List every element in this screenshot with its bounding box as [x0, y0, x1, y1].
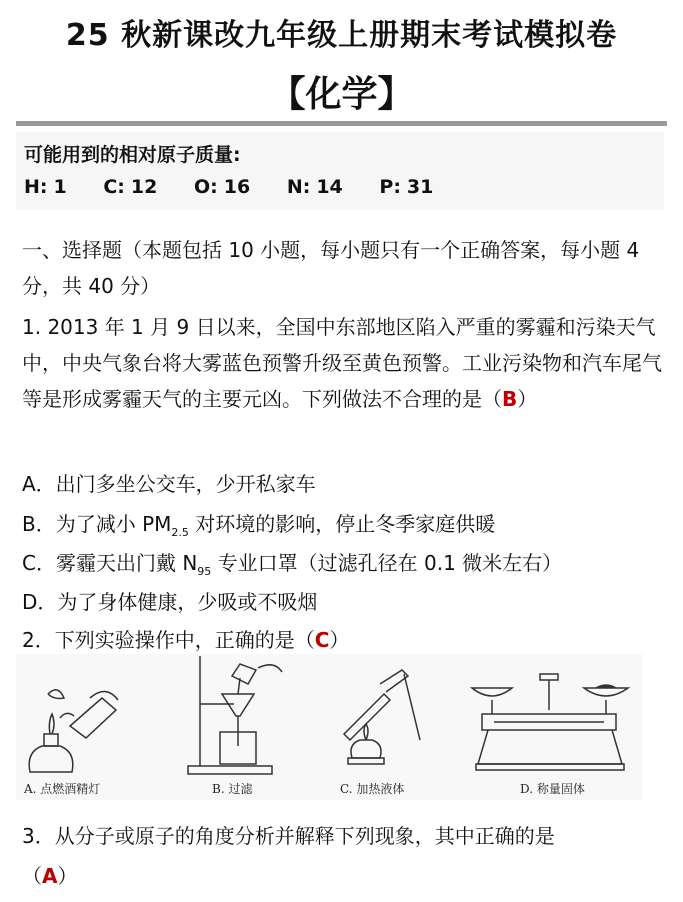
atomic-mass-panel — [16, 132, 664, 210]
balance-illustration — [464, 654, 640, 778]
filtration-illustration — [182, 654, 302, 778]
atomic-mass-title: 可能用到的相对原子质量: — [24, 144, 241, 166]
question-3-answer: A — [42, 864, 58, 888]
section-heading: 一、选择题（本题包括 10 小题，每小题只有一个正确答案，每小题 4 分，共 40 分） — [22, 238, 640, 298]
mass-item-o: O: 16 — [193, 176, 251, 198]
exam-title: 25 秋新课改九年级上册期末考试模拟卷 — [65, 18, 618, 53]
question-1-option-a: A．出门多坐公交车，少开私家车 — [22, 472, 316, 496]
mass-item-h: H: 1 — [24, 176, 67, 198]
lab-operations-figure — [16, 654, 642, 800]
caption-d: D. 称量固体 — [520, 782, 585, 796]
question-3-stem: 3．从分子或原子的角度分析并解释下列现象，其中正确的是 — [22, 824, 555, 848]
question-2-stem: 2．下列实验操作中，正确的是（C） — [22, 628, 350, 652]
question-1-answer: B — [502, 387, 518, 411]
question-1-option-b: B．为了减小 $PM_{2.5}$ 对环境的影响，停止冬季家庭供暖 — [22, 512, 496, 539]
question-3-answer-line: （A） — [22, 864, 78, 888]
caption-b: B. 过滤 — [212, 782, 253, 796]
question-1-option-d: D．为了身体健康，少吸或不吸烟 — [22, 590, 318, 614]
question-2-answer: C — [314, 628, 330, 652]
caption-a: A. 点燃酒精灯 — [24, 782, 101, 796]
heating-liquid-illustration — [324, 654, 444, 778]
mass-item-c: C: 12 — [103, 176, 158, 198]
caption-c: C. 加热液体 — [340, 782, 405, 796]
title-divider — [16, 121, 667, 126]
subject-title: 【化学】 — [269, 74, 414, 115]
mass-item-n: N: 14 — [286, 176, 343, 198]
alcohol-lamp-illustration — [20, 654, 130, 778]
question-1-option-c: C．雾霾天出门戴 $N_{95}$ 专业口罩（过滤孔径在 0.1 微米左右） — [22, 551, 563, 578]
mass-item-p: P: 31 — [379, 176, 434, 198]
atomic-mass-row — [24, 176, 463, 198]
question-1-stem: 1. 2013 年 1 月 9 日以来，全国中东部地区陷入严重的雾霾和污染天气中，中央气象台将大雾蓝色预警升级至黄色预警。工业污染物和汽车尾气等是形成雾霾天气的主要元凶。下列做法不合理的是（B） — [22, 315, 662, 411]
